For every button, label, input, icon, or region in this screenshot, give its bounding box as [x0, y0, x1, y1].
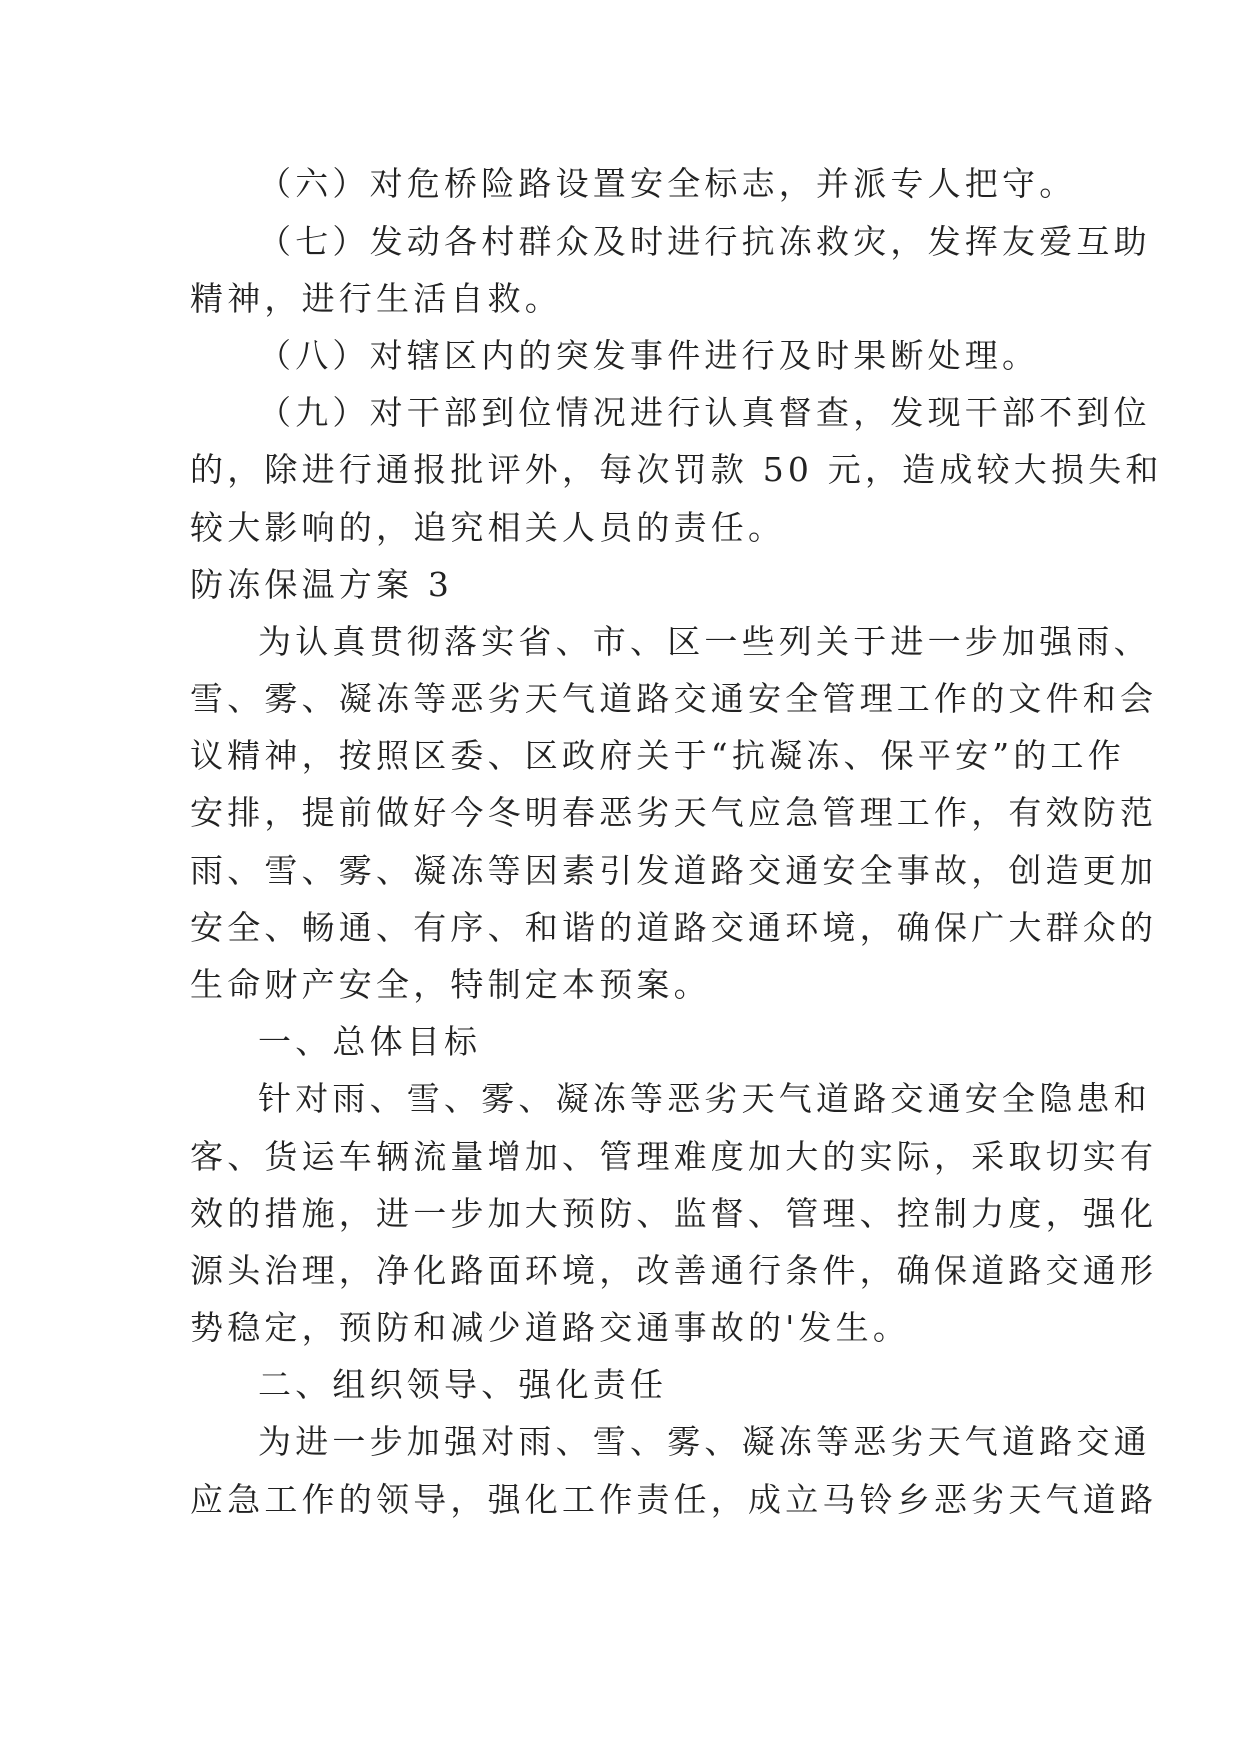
- paragraph-line: 为进一步加强对雨、雪、雾、凝冻等恶劣天气道路交通: [258, 1422, 1151, 1461]
- subheading: 二、组织领导、强化责任: [258, 1365, 668, 1404]
- paragraph-line: 雪、雾、凝冻等恶劣天气道路交通安全管理工作的文件和会: [190, 679, 1158, 718]
- paragraph-line: （六）对危桥险路设置安全标志，并派专人把守。: [258, 164, 1077, 203]
- paragraph-line: （八）对辖区内的突发事件进行及时果断处理。: [258, 336, 1040, 375]
- paragraph-line: 雨、雪、雾、凝冻等因素引发道路交通安全事故，创造更加: [190, 851, 1158, 890]
- paragraph-line: 安全、畅通、有序、和谐的道路交通环境，确保广大群众的: [190, 908, 1158, 947]
- paragraph-line: 生命财产安全，特制定本预案。: [190, 965, 711, 1004]
- paragraph-line: 源头治理，净化路面环境，改善通行条件，确保道路交通形: [190, 1251, 1158, 1290]
- paragraph-line: 安排，提前做好今冬明春恶劣天气应急管理工作，有效防范: [190, 793, 1158, 832]
- paragraph-line: 的，除进行通报批评外，每次罚款 50 元，造成较大损失和: [190, 450, 1163, 489]
- subheading: 一、总体目标: [258, 1022, 482, 1061]
- paragraph-line: 为认真贯彻落实省、市、区一些列关于进一步加强雨、: [258, 622, 1151, 661]
- paragraph-line: 效的措施，进一步加大预防、监督、管理、控制力度，强化: [190, 1194, 1158, 1233]
- paragraph-line: 客、货运车辆流量增加、管理难度加大的实际，采取切实有: [190, 1137, 1158, 1176]
- paragraph-line: （七）发动各村群众及时进行抗冻救灾，发挥友爱互助: [258, 222, 1151, 261]
- section-title: 防冻保温方案 3: [190, 565, 454, 604]
- paragraph-line: 势稳定，预防和减少道路交通事故的'发生。: [190, 1308, 911, 1347]
- paragraph-line: （九）对干部到位情况进行认真督查，发现干部不到位: [258, 393, 1151, 432]
- paragraph-line: 议精神，按照区委、区政府关于“抗凝冻、保平安”的工作: [190, 736, 1125, 775]
- paragraph-line: 较大影响的，追究相关人员的责任。: [190, 508, 786, 547]
- paragraph-line: 精神，进行生活自救。: [190, 279, 562, 318]
- paragraph-line: 针对雨、雪、雾、凝冻等恶劣天气道路交通安全隐患和: [258, 1079, 1151, 1118]
- paragraph-line: 应急工作的领导，强化工作责任，成立马铃乡恶劣天气道路: [190, 1480, 1158, 1519]
